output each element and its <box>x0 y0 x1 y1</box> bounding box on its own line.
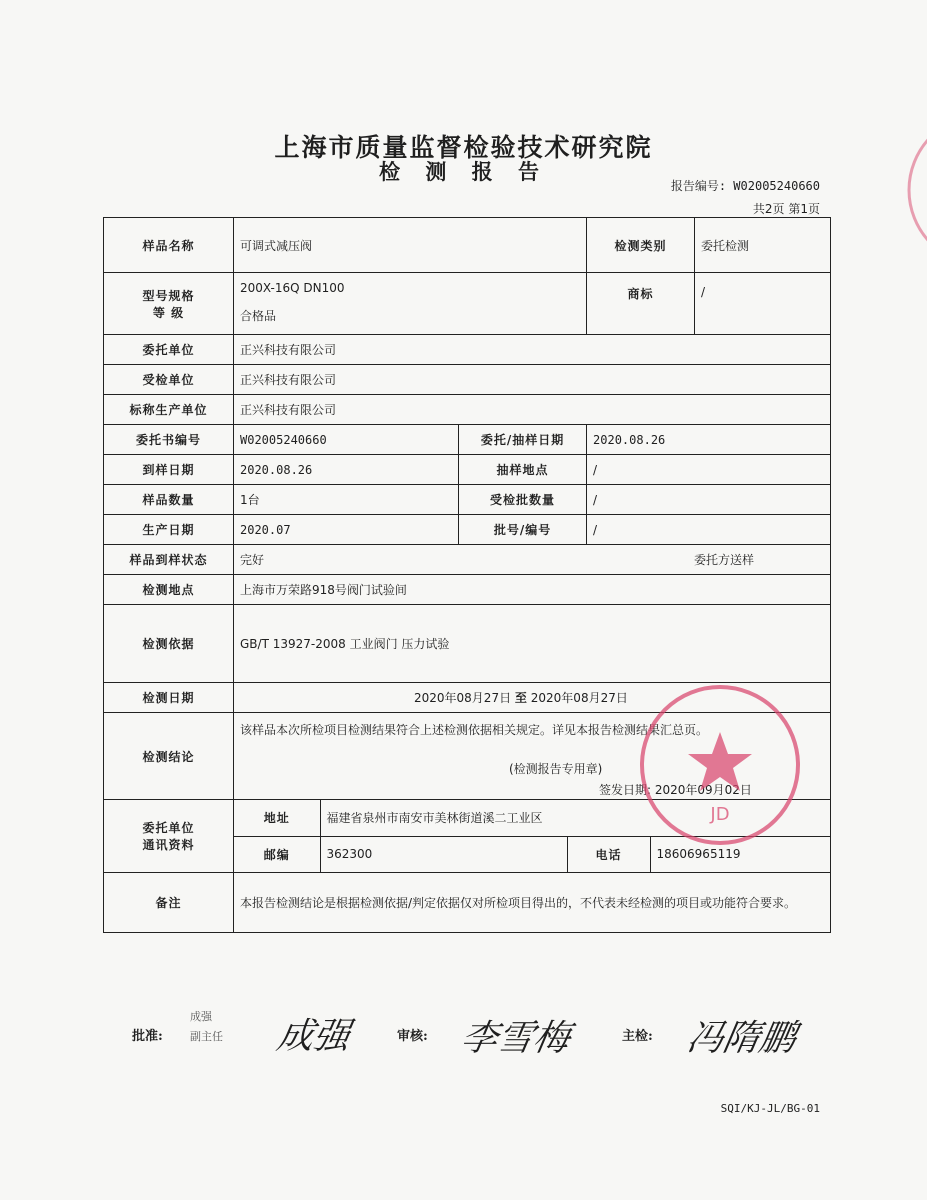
edge-seal-stamp <box>905 110 927 270</box>
label-postcode: 邮编 <box>234 836 320 872</box>
label-test-type: 检测类别 <box>587 218 695 273</box>
value-model-cell <box>234 273 587 335</box>
label-test-date: 检测日期 <box>104 683 234 713</box>
form-code: SQI/KJ-JL/BG-01 <box>720 1102 820 1115</box>
value-sample-name: 可调式减压阀 <box>234 218 587 273</box>
value-quantity: 1台 <box>234 485 459 515</box>
label-address: 地址 <box>234 800 320 836</box>
signature-row <box>0 1008 927 1068</box>
value-brand: / <box>695 273 831 335</box>
label-client: 委托单位 <box>104 335 234 365</box>
main-inspector-label: 主检: <box>622 1029 653 1044</box>
value-state-cell <box>234 545 831 575</box>
label-contact <box>104 800 234 873</box>
label-sampling-place: 抽样地点 <box>459 455 587 485</box>
label-contact-1: 委托单位 <box>142 821 195 835</box>
row-model <box>104 273 831 335</box>
official-seal-stamp <box>635 680 805 850</box>
row-remarks <box>104 873 831 933</box>
value-postcode: 362300 <box>320 836 567 872</box>
label-model <box>104 273 234 335</box>
review-label: 审核: <box>397 1029 428 1044</box>
label-state: 样品到样状态 <box>104 545 234 575</box>
approve-name-small: 成强 <box>190 1010 212 1023</box>
row-production <box>104 515 831 545</box>
row-state <box>104 545 831 575</box>
label-sampling-date: 委托/抽样日期 <box>459 425 587 455</box>
approve-title: 副主任 <box>190 1030 223 1043</box>
label-contract-no: 委托书编号 <box>104 425 234 455</box>
label-grade: 等 级 <box>152 305 185 320</box>
label-batch-no: 批号/编号 <box>459 515 587 545</box>
label-phone: 电话 <box>567 836 650 872</box>
star-icon <box>688 732 752 791</box>
row-arrival <box>104 455 831 485</box>
value-address: 福建省泉州市南安市美林街道溪二工业区 <box>320 800 830 836</box>
label-manufacturer: 标称生产单位 <box>104 395 234 425</box>
value-sampling-place: / <box>587 455 831 485</box>
value-contract-no: W02005240660 <box>234 425 459 455</box>
value-manufacturer: 正兴科技有限公司 <box>234 395 831 425</box>
value-test-date-to: 2020年08月27日 <box>530 691 628 705</box>
row-basis <box>104 605 831 683</box>
row-client <box>104 335 831 365</box>
approve-signature: 成强 <box>273 1016 354 1057</box>
row-inspected <box>104 365 831 395</box>
value-location: 上海市万荣路918号阀门试验间 <box>234 575 831 605</box>
value-inspected: 正兴科技有限公司 <box>234 365 831 395</box>
label-model-spec: 型号规格 <box>142 288 195 303</box>
report-number: 报告编号: W02005240660 <box>670 179 820 193</box>
value-stamp-note: (检测报告专用章) <box>509 762 603 776</box>
label-brand: 商标 <box>587 273 695 335</box>
value-model: 200X-16Q DN100 <box>240 281 345 295</box>
report-title: 检 测 报 告 <box>379 160 548 184</box>
value-batch-no: / <box>587 515 831 545</box>
value-state: 完好 <box>240 553 265 567</box>
value-client: 正兴科技有限公司 <box>234 335 831 365</box>
main-inspector-signature: 冯隋鹏 <box>683 1018 800 1059</box>
value-test-date-to-word: 至 <box>514 691 527 705</box>
value-test-type: 委托检测 <box>695 218 831 273</box>
value-issue-date: 签发日期: 2020年09月02日 <box>599 783 752 797</box>
label-location: 检测地点 <box>104 575 234 605</box>
label-basis: 检测依据 <box>104 605 234 683</box>
value-conclusion: 该样品本次所检项目检测结果符合上述检测依据相关规定。详见本报告检测结果汇总页。 <box>240 723 709 737</box>
stamp-jd: JD <box>710 804 730 825</box>
value-batch-qty: / <box>587 485 831 515</box>
value-sampling-date: 2020.08.26 <box>587 425 831 455</box>
row-sample-name <box>104 218 831 273</box>
institute-title: 上海市质量监督检验技术研究院 <box>274 133 653 162</box>
value-phone: 18606965119 <box>650 836 830 872</box>
row-manufacturer <box>104 395 831 425</box>
value-grade: 合格品 <box>240 309 277 323</box>
label-contact-2: 通讯资料 <box>142 838 195 852</box>
value-basis: GB/T 13927-2008 工业阀门 压力试验 <box>234 605 831 683</box>
label-conclusion: 检测结论 <box>104 713 234 800</box>
value-production-date: 2020.07 <box>234 515 459 545</box>
row-quantity <box>104 485 831 515</box>
page-count: 共2页 第1页 <box>752 202 820 216</box>
value-delivery: 委托方送样 <box>694 553 755 567</box>
label-remarks: 备注 <box>104 873 234 933</box>
label-arrival-date: 到样日期 <box>104 455 234 485</box>
label-quantity: 样品数量 <box>104 485 234 515</box>
value-remarks: 本报告检测结论是根据检测依据/判定依据仅对所检项目得出的，不代表未经检测的项目或功能符合要求。 <box>234 873 831 933</box>
row-contract <box>104 425 831 455</box>
label-production-date: 生产日期 <box>104 515 234 545</box>
value-test-date-from: 2020年08月27日 <box>414 691 512 705</box>
approve-label: 批准: <box>132 1029 163 1044</box>
value-arrival-date: 2020.08.26 <box>234 455 459 485</box>
row-location <box>104 575 831 605</box>
review-signature: 李雪梅 <box>457 1018 574 1059</box>
label-inspected: 受检单位 <box>104 365 234 395</box>
label-batch-qty: 受检批数量 <box>459 485 587 515</box>
label-sample-name: 样品名称 <box>104 218 234 273</box>
